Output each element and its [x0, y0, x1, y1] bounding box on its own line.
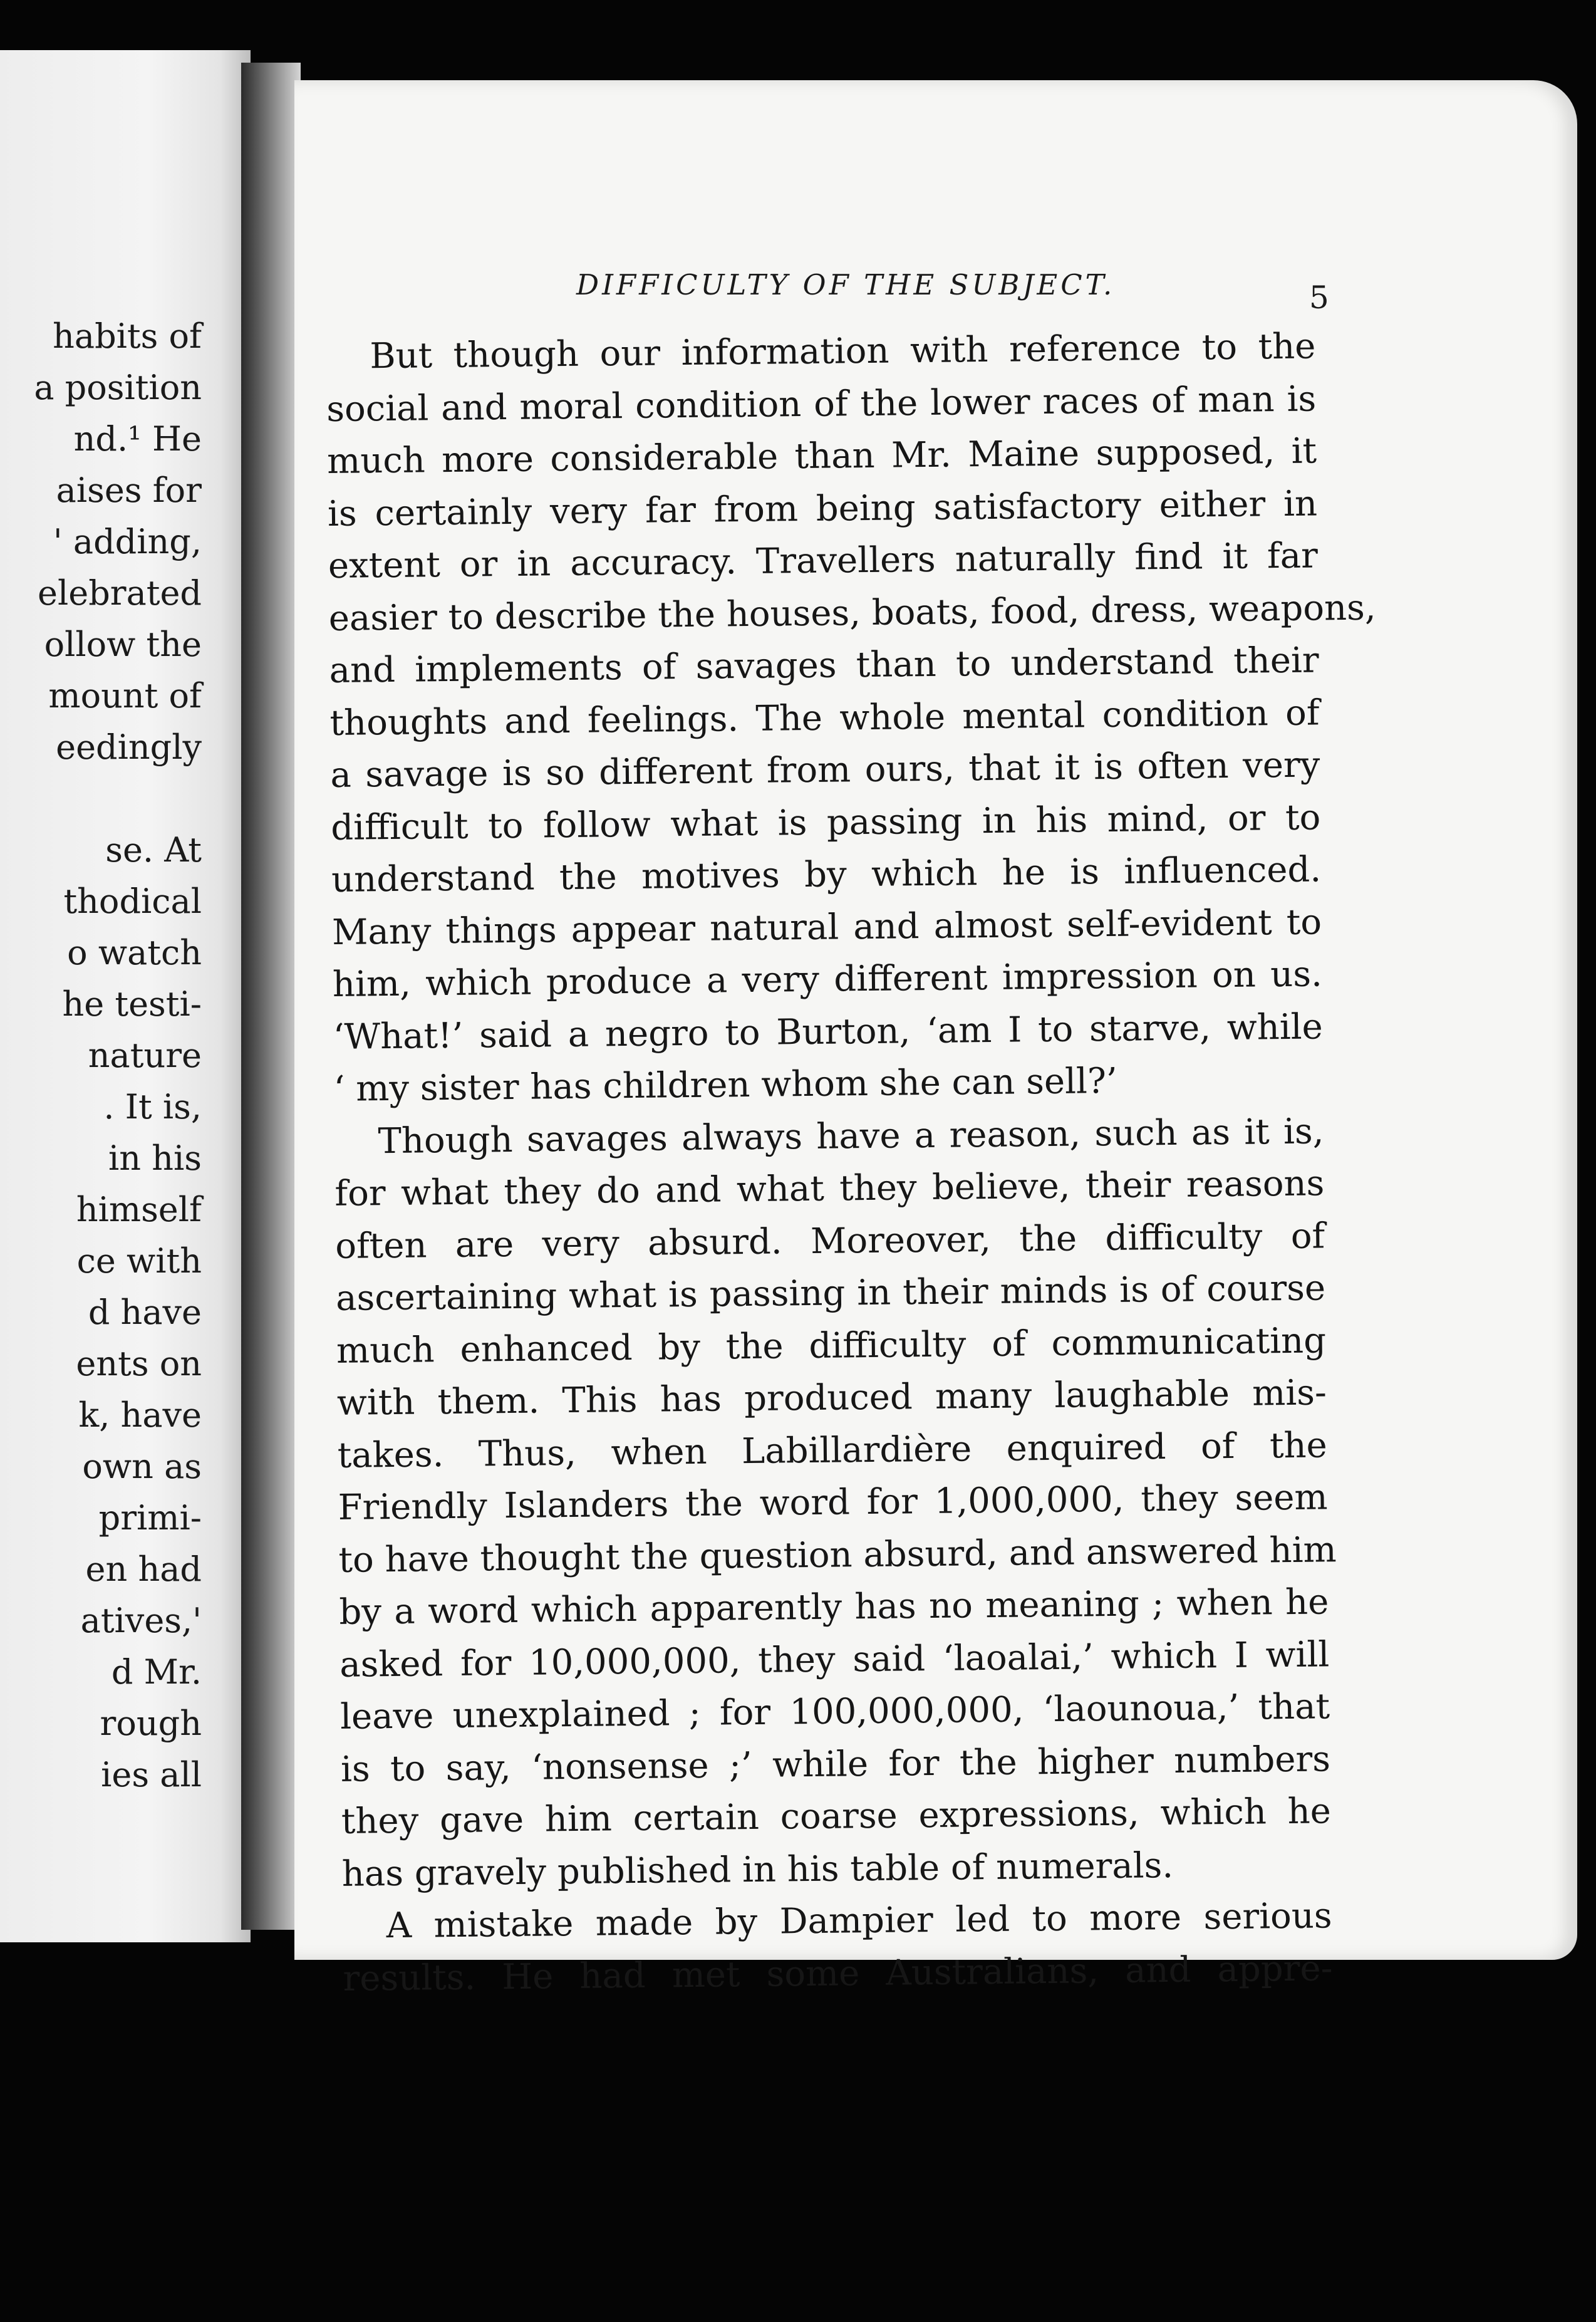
left-page-line: thodical	[63, 882, 202, 921]
text-line: results. He had met some Australians, and appre-	[343, 1947, 1333, 1999]
left-page-line: himself	[76, 1190, 202, 1229]
text-line: him, which produce a very different impression on us.	[332, 954, 1323, 1005]
left-page-line: atives,'	[80, 1601, 202, 1640]
left-page-line: habits of	[53, 316, 202, 356]
text-line: is to say, ‘nonsense ;’ while for the higher numbers	[340, 1738, 1331, 1790]
left-page-line: in his	[108, 1138, 202, 1178]
text-line: difficult to follow what is passing in his mind, or to	[330, 796, 1321, 848]
text-line: Though savages always have a reason, such as it is,	[378, 1110, 1324, 1162]
left-page-line: own as	[82, 1447, 202, 1486]
left-page-line: d have	[88, 1293, 202, 1332]
left-page-line: . It is,	[103, 1087, 202, 1127]
text-line: social and moral condition of the lower races of man is	[326, 378, 1317, 430]
left-page-line: primi-	[98, 1498, 202, 1538]
body-text	[326, 320, 1376, 2004]
left-page-line: nature	[88, 1036, 202, 1075]
text-line: A mistake made by Dampier led to more serious	[386, 1895, 1332, 1947]
left-page-line: d Mr.	[111, 1652, 202, 1692]
running-head: DIFFICULTY OF THE SUBJECT.	[576, 268, 1116, 301]
text-line: with them. This has produced many laughable mis-	[336, 1372, 1327, 1424]
text-line: leave unexplained ; for 100,000,000, ‘laounoua,’ that	[339, 1686, 1330, 1737]
left-page-line: he testi-	[62, 984, 202, 1024]
text-line: much more considerable than Mr. Maine supposed, it	[326, 430, 1317, 482]
text-line: ‘ my sister has children whom she can sell?’	[333, 1060, 1118, 1110]
text-line: a savage is so different from ours, that it is often very	[330, 744, 1320, 796]
text-line: easier to describe the houses, boats, food, dress, weapons,	[328, 586, 1376, 639]
text-line: understand the motives by which he is influenced.	[331, 849, 1322, 900]
left-page-line: en had	[85, 1549, 202, 1589]
text-line: But though our information with reference to the	[370, 326, 1316, 377]
left-page-line: o watch	[67, 933, 202, 972]
left-page-line: a position	[34, 368, 202, 407]
left-page-line: aises for	[56, 471, 202, 510]
text-line: ‘What!’ said a negro to Burton, ‘am I to starve, while	[333, 1006, 1324, 1058]
left-page-line: ents on	[76, 1344, 202, 1383]
text-line: Friendly Islanders the word for 1,000,000, they seem	[338, 1477, 1328, 1528]
left-page-line: ollow the	[44, 625, 202, 664]
text-line: for what they do and what they believe, their reasons	[334, 1163, 1325, 1214]
left-page-line: ce with	[76, 1241, 202, 1281]
book-page	[294, 80, 1577, 1999]
text-line: to have thought the question absurd, and answered him	[338, 1529, 1337, 1581]
left-page-line: eedingly	[56, 727, 202, 767]
text-line: takes. Thus, when Labillardière enquired of the	[337, 1424, 1328, 1476]
text-line: asked for 10,000,000, they said ‘laoalai,’ which I will	[339, 1633, 1330, 1685]
text-line: much enhanced by the difficulty of communicating	[336, 1320, 1327, 1372]
left-page-line: se. At	[105, 830, 202, 870]
left-page-line: nd.¹ He	[73, 419, 202, 459]
text-line: Many things appear natural and almost self-evident to	[331, 901, 1322, 953]
text-line: has gravely published in his table of numerals.	[341, 1845, 1174, 1895]
text-line: often are very absurd. Moreover, the difficulty of	[334, 1215, 1325, 1267]
text-line: is certainly very far from being satisfactory either in	[327, 482, 1318, 534]
left-page-line: elebrated	[38, 573, 202, 613]
text-line: and implements of savages than to understand their	[329, 640, 1319, 691]
text-line: extent or in accuracy. Travellers naturally find it far	[328, 535, 1319, 586]
previous-page	[0, 50, 251, 1942]
left-page-line: ies all	[101, 1755, 202, 1794]
left-page-line: k, have	[78, 1395, 202, 1435]
left-page-line: mount of	[48, 676, 202, 716]
left-page-line: ' adding,	[53, 522, 202, 561]
text-line: they gave him certain coarse expressions, which he	[341, 1791, 1332, 1842]
left-page-line: rough	[100, 1704, 202, 1743]
book-gutter-shadow	[241, 63, 301, 1930]
text-line: ascertaining what is passing in their minds is of course	[335, 1268, 1326, 1319]
text-line: thoughts and feelings. The whole mental condition of	[329, 692, 1320, 744]
page-number: 5	[1309, 279, 1329, 316]
text-line: by a word which apparently has no meaning ; when he	[339, 1581, 1329, 1633]
